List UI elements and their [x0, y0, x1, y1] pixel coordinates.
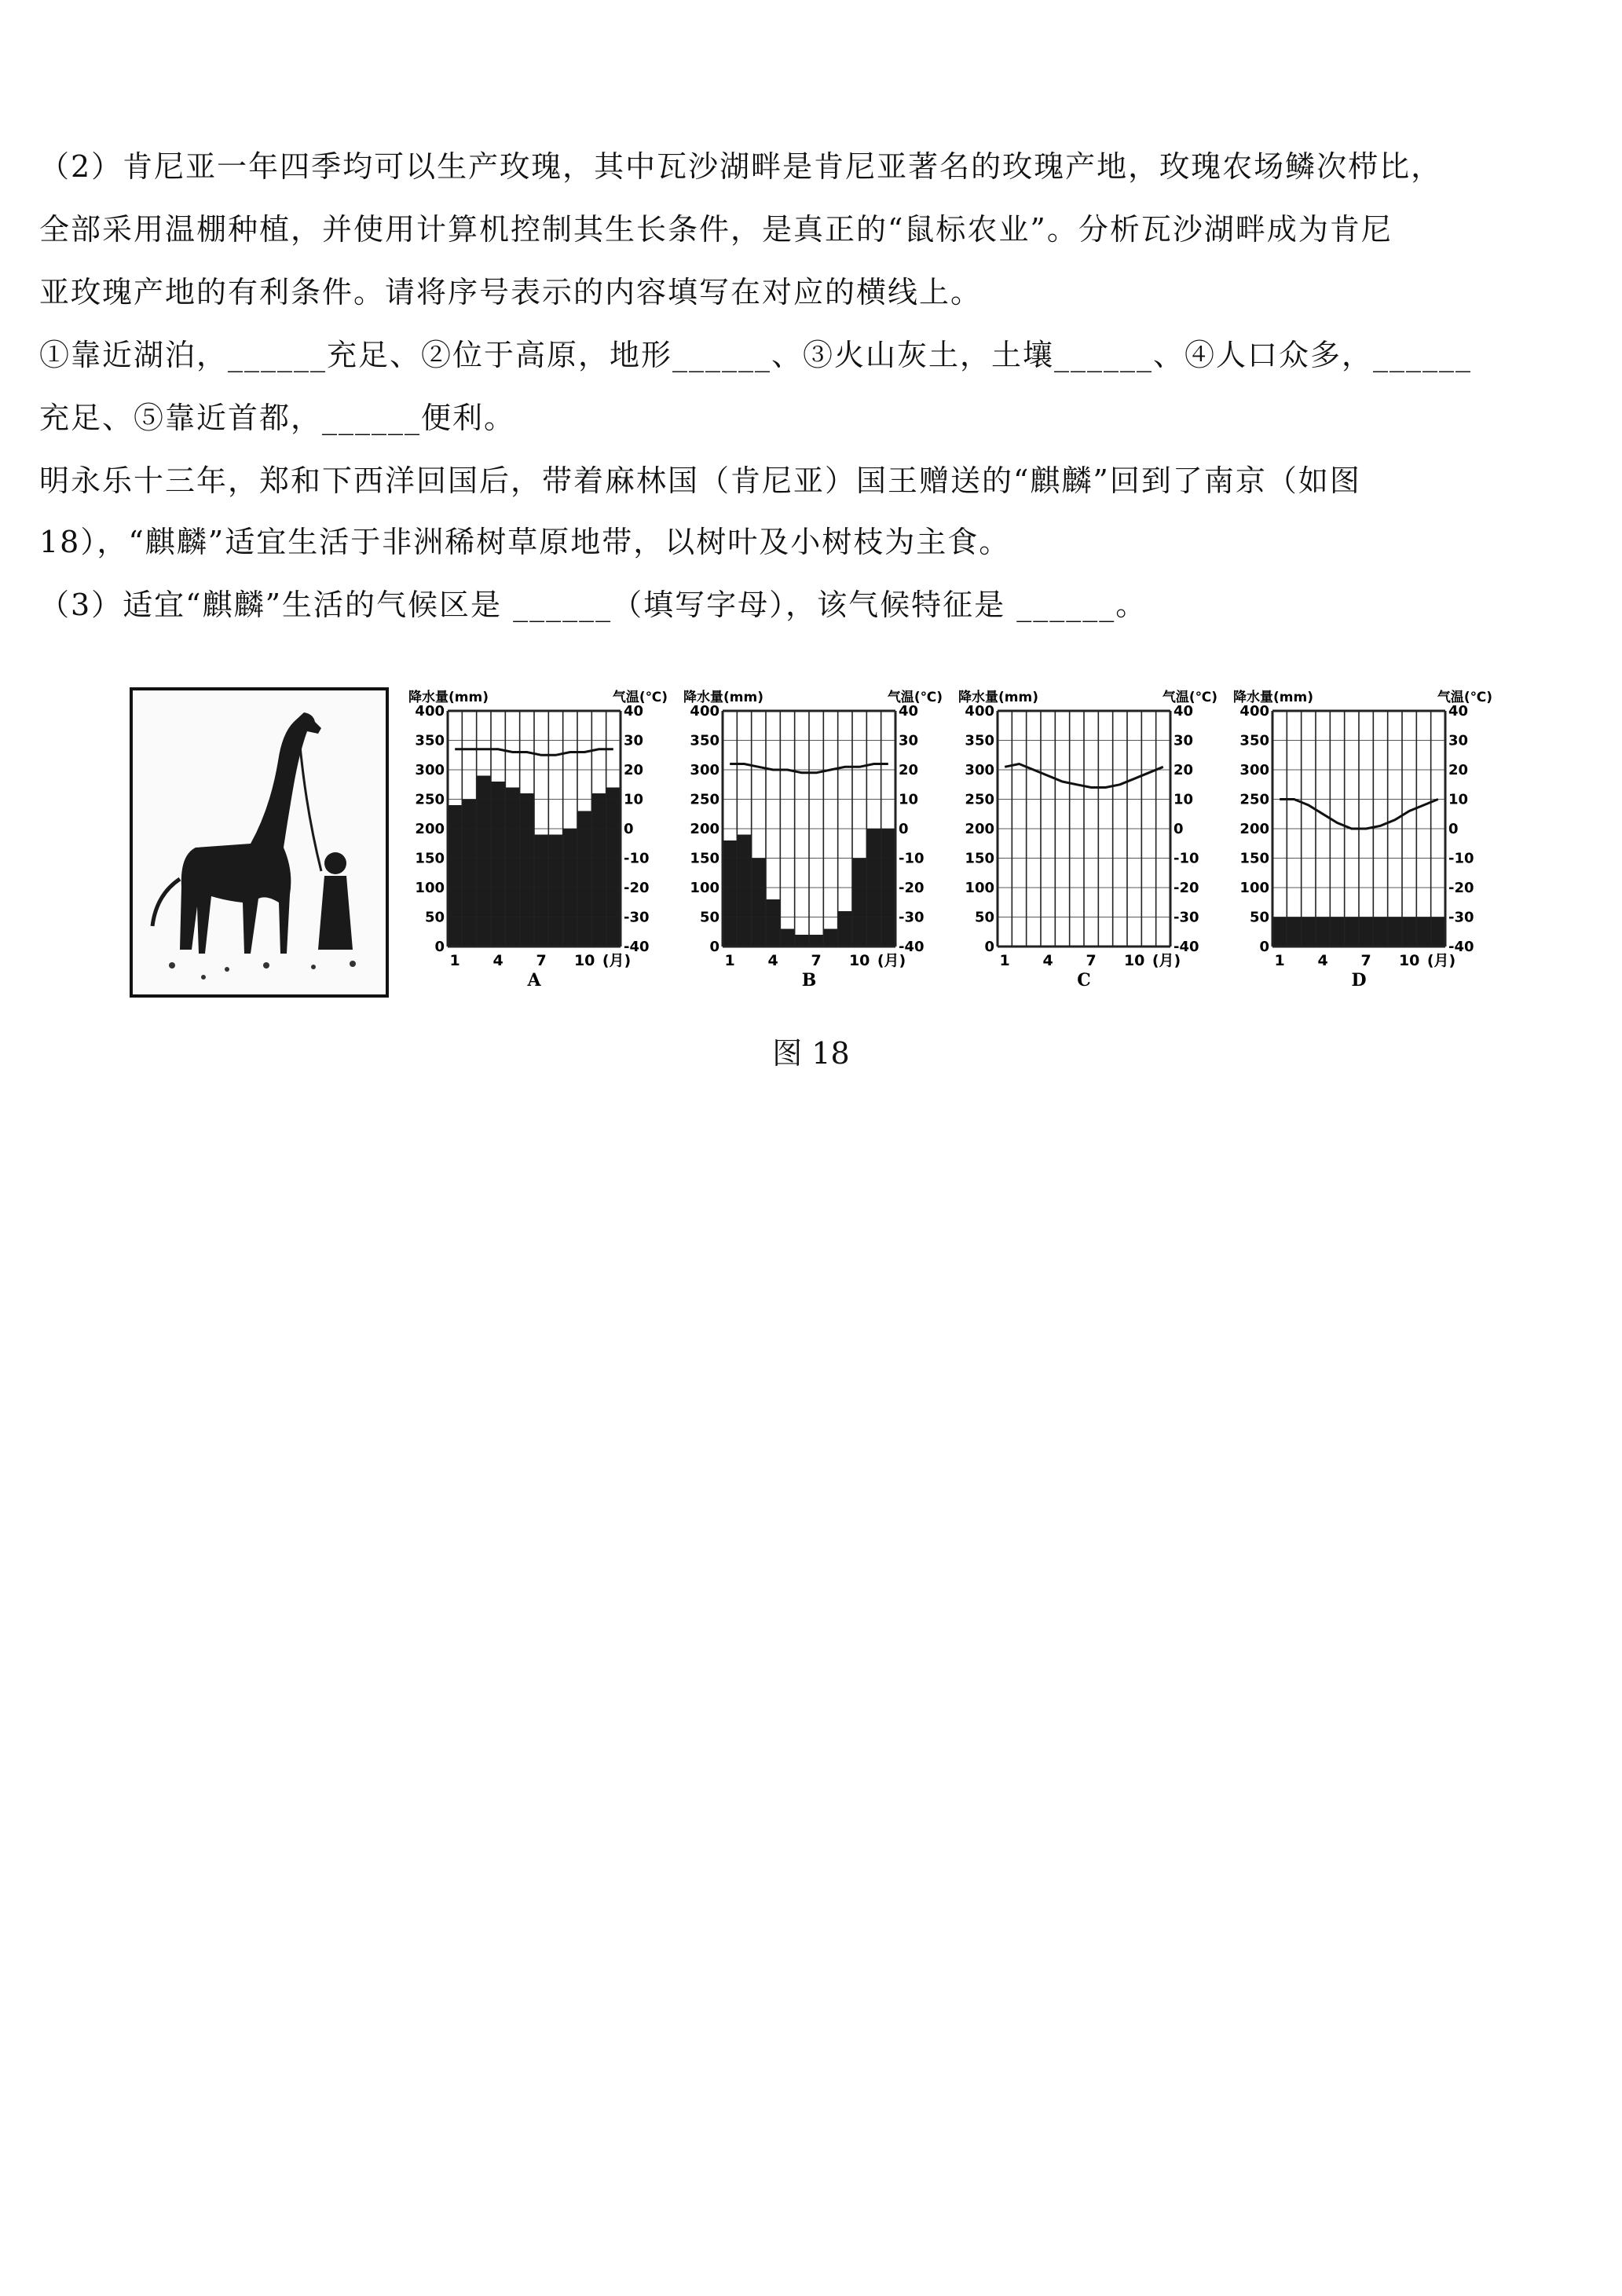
temp-tick-label: -30: [624, 909, 650, 926]
month-tick-label: 1: [1274, 952, 1285, 969]
panel-label: C: [1077, 970, 1091, 991]
temp-tick-label: -40: [624, 939, 650, 955]
precip-tick-label: 400: [690, 703, 719, 720]
precip-axis-title: 降水量(mm): [1233, 690, 1313, 705]
month-tick-label: 7: [1086, 952, 1097, 969]
temp-tick-label: 30: [624, 732, 644, 749]
precip-tick-label: 50: [424, 909, 445, 926]
precip-tick-label: 250: [1239, 791, 1269, 808]
temp-axis-title: 气温(℃): [612, 690, 668, 705]
precip-tick-label: 400: [965, 703, 994, 720]
temp-tick-label: 10: [899, 791, 919, 808]
precip-bar: [1316, 917, 1330, 947]
panel-label: A: [527, 970, 541, 991]
precip-tick-label: 250: [415, 791, 445, 808]
precip-tick-label: 0: [709, 939, 719, 955]
precip-bar: [520, 793, 534, 947]
month-tick-label: 10: [1398, 952, 1420, 969]
temp-tick-label: -10: [899, 850, 925, 867]
precip-tick-label: 50: [1249, 909, 1269, 926]
temp-tick-label: -10: [624, 850, 650, 867]
precip-tick-label: 300: [1239, 762, 1269, 778]
temp-tick-label: -40: [899, 939, 925, 955]
precip-tick-label: 400: [1239, 703, 1269, 720]
panel-label: D: [1351, 970, 1367, 991]
temp-tick-label: 20: [1448, 762, 1469, 778]
temp-tick-label: 10: [1448, 791, 1469, 808]
temp-tick-label: 30: [1448, 732, 1469, 749]
climate-chart-c: [958, 687, 1217, 1002]
temp-tick-label: -20: [624, 880, 650, 896]
precip-bar: [737, 835, 751, 947]
precip-tick-label: 300: [415, 762, 445, 778]
precip-bar: [606, 788, 621, 947]
temp-tick-label: -30: [1448, 909, 1474, 926]
precip-tick-label: 200: [415, 821, 445, 837]
precip-tick-label: 50: [974, 909, 994, 926]
precip-bar: [1272, 917, 1287, 947]
precip-tick-label: 150: [415, 850, 445, 867]
temp-tick-label: 40: [624, 703, 644, 720]
precip-tick-label: 150: [690, 850, 719, 867]
precip-tick-label: 200: [1239, 821, 1269, 837]
precip-bar: [591, 793, 606, 947]
precip-bar: [1287, 917, 1301, 947]
precip-bar: [1402, 917, 1416, 947]
temp-axis-title: 气温(℃): [1162, 690, 1217, 705]
precip-tick-label: 100: [415, 880, 445, 896]
climate-chart-a: [408, 687, 668, 1002]
panel-label: B: [801, 970, 817, 991]
precip-tick-label: 300: [690, 762, 719, 778]
month-tick-label: 10: [848, 952, 870, 969]
precip-bar: [1373, 917, 1387, 947]
temp-tick-label: -20: [1173, 880, 1199, 896]
precip-bar: [852, 859, 866, 947]
precip-bar: [838, 911, 852, 947]
precip-tick-label: 300: [965, 762, 994, 778]
temp-tick-label: 20: [624, 762, 644, 778]
temp-tick-label: 30: [899, 732, 919, 749]
precip-bar: [1330, 917, 1344, 947]
precip-bar: [1416, 917, 1430, 947]
temp-tick-label: -30: [1173, 909, 1199, 926]
month-tick-label: (月): [1152, 952, 1181, 969]
precip-axis-title: 降水量(mm): [958, 690, 1038, 705]
precip-bar: [766, 899, 780, 947]
precip-tick-label: 350: [690, 732, 719, 749]
figure-18: [130, 687, 1512, 1002]
climate-chart-d: [1233, 687, 1492, 1002]
blank-line-1: ①靠近湖泊，______充足、②位于高原，地形______、③火山灰土，土壤______、④人口众多，______: [39, 338, 1473, 372]
q2-line-1: （2）肯尼亚一年四季均可以生产玫瑰，其中瓦沙湖畔是肯尼亚著名的玫瑰产地，玫瑰农场鳞次栉比，: [39, 149, 1443, 184]
month-tick-label: (月): [1426, 952, 1456, 969]
month-tick-label: 7: [1360, 952, 1371, 969]
precip-bar: [1302, 917, 1316, 947]
precip-tick-label: 200: [965, 821, 994, 837]
temp-axis-title: 气温(℃): [1437, 690, 1492, 705]
story-line-2: 18），“麒麟”适宜生活于非洲稀树草原地带，以树叶及小树枝为主食。: [39, 525, 1011, 559]
precip-tick-label: 250: [965, 791, 994, 808]
temp-tick-label: 40: [1448, 703, 1469, 720]
climate-chart-b: [683, 687, 943, 1002]
precip-tick-label: 350: [1239, 732, 1269, 749]
temp-tick-label: 0: [624, 821, 634, 837]
precip-bar: [795, 935, 809, 947]
precip-tick-label: 100: [1239, 880, 1269, 896]
month-tick-label: 4: [1042, 952, 1053, 969]
temp-tick-label: 10: [1173, 791, 1194, 808]
precip-bar: [752, 859, 766, 947]
precip-bar: [505, 788, 519, 947]
precip-bar: [1345, 917, 1359, 947]
temp-tick-label: 0: [899, 821, 909, 837]
temp-tick-label: 10: [624, 791, 644, 808]
month-tick-label: 7: [536, 952, 547, 969]
precip-bar: [780, 929, 794, 947]
month-tick-label: 1: [724, 952, 735, 969]
temp-tick-label: -20: [1448, 880, 1474, 896]
precip-bar: [577, 811, 591, 947]
precip-tick-label: 250: [690, 791, 719, 808]
temp-tick-label: 40: [899, 703, 919, 720]
precip-bar: [462, 800, 476, 947]
month-tick-label: 7: [811, 952, 822, 969]
q2-line-2: 全部采用温棚种植，并使用计算机控制其生长条件，是真正的“鼠标农业”。分析瓦沙湖畔成为肯尼: [39, 212, 1393, 247]
temp-tick-label: 0: [1173, 821, 1184, 837]
giraffe-illustration: [130, 687, 389, 998]
month-tick-label: 10: [573, 952, 595, 969]
precip-tick-label: 0: [1259, 939, 1269, 955]
month-tick-label: (月): [877, 952, 906, 969]
precip-bar: [548, 835, 562, 947]
temp-tick-label: 20: [899, 762, 919, 778]
q3-line: （3）适宜“麒麟”生活的气候区是 ______（填写字母），该气候特征是 ______。: [39, 588, 1148, 622]
temp-tick-label: -10: [1173, 850, 1199, 867]
month-tick-label: (月): [602, 952, 632, 969]
temp-tick-label: -10: [1448, 850, 1474, 867]
precip-tick-label: 100: [965, 880, 994, 896]
precip-tick-label: 200: [690, 821, 719, 837]
month-tick-label: 1: [999, 952, 1010, 969]
precip-axis-title: 降水量(mm): [408, 690, 489, 705]
precip-tick-label: 150: [1239, 850, 1269, 867]
precip-tick-label: 100: [690, 880, 719, 896]
month-tick-label: 4: [492, 952, 503, 969]
temp-tick-label: -20: [899, 880, 925, 896]
precip-axis-title: 降水量(mm): [683, 690, 763, 705]
precip-bar: [809, 935, 823, 947]
temp-tick-label: -40: [1173, 939, 1199, 955]
temp-tick-label: 40: [1173, 703, 1194, 720]
temp-tick-label: -40: [1448, 939, 1474, 955]
precip-tick-label: 0: [434, 939, 445, 955]
precip-bar: [491, 782, 505, 947]
q2-line-3: 亚玫瑰产地的有利条件。请将序号表示的内容填写在对应的横线上。: [39, 275, 983, 309]
precip-bar: [448, 805, 462, 947]
precip-bar: [1431, 917, 1445, 947]
month-tick-label: 1: [449, 952, 460, 969]
temp-tick-label: 20: [1173, 762, 1194, 778]
month-tick-label: 4: [767, 952, 778, 969]
precip-bar: [534, 835, 548, 947]
precip-tick-label: 400: [415, 703, 445, 720]
precip-tick-label: 350: [415, 732, 445, 749]
blank-line-2: 充足、⑤靠近首都，______便利。: [39, 401, 516, 435]
month-tick-label: 10: [1123, 952, 1145, 969]
precip-tick-label: 150: [965, 850, 994, 867]
month-tick-label: 4: [1317, 952, 1328, 969]
precip-bar: [723, 840, 737, 947]
precip-bar: [823, 929, 837, 947]
temp-axis-title: 气温(℃): [887, 690, 943, 705]
precip-bar: [1388, 917, 1402, 947]
temp-tick-label: 0: [1448, 821, 1459, 837]
temp-tick-label: 30: [1173, 732, 1194, 749]
precip-tick-label: 50: [699, 909, 719, 926]
temp-tick-label: -30: [899, 909, 925, 926]
precip-bar: [477, 776, 491, 947]
figure-caption: 图 18: [772, 1036, 850, 1071]
giraffe-icon: [133, 690, 386, 994]
precip-tick-label: 350: [965, 732, 994, 749]
precip-bar: [1359, 917, 1373, 947]
story-line-1: 明永乐十三年，郑和下西洋回国后，带着麻林国（肯尼亚）国王赠送的“麒麟”回到了南京（如图: [39, 463, 1361, 498]
precip-tick-label: 0: [984, 939, 994, 955]
